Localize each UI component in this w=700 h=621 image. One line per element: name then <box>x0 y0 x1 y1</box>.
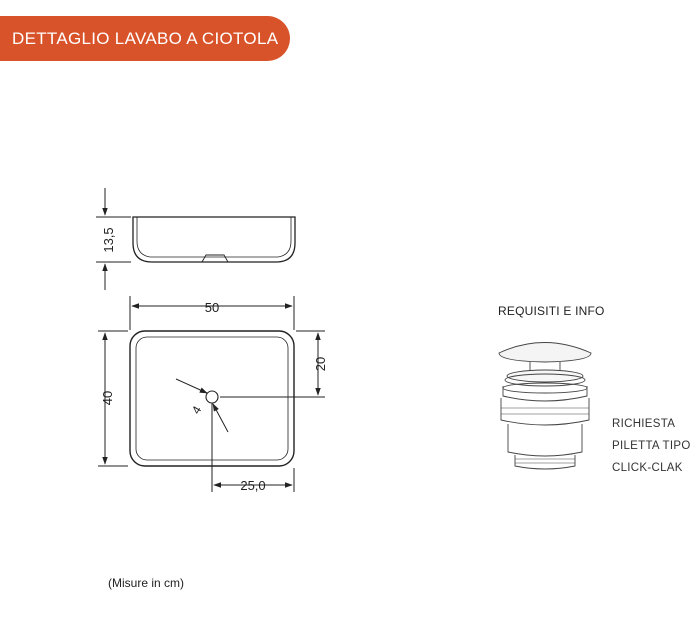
info-line: RICHIESTA <box>612 418 676 430</box>
drain-hole <box>206 391 218 403</box>
depth-label: 40 <box>100 390 115 406</box>
drain-offset-x-label: 25,0 <box>240 478 266 493</box>
click-clak-drain-icon <box>499 343 591 470</box>
drain-diameter-dimension <box>176 379 228 432</box>
units-note: (Misure in cm) <box>108 576 185 590</box>
height-label: 13,5 <box>101 227 116 253</box>
info-line: PILETTA TIPO <box>612 440 691 452</box>
width-label: 50 <box>204 300 220 315</box>
drain-offset-y-dimension <box>220 331 325 397</box>
drain-diameter-label: 4 <box>188 403 205 417</box>
side-view <box>133 217 295 262</box>
page-title: DETTAGLIO LAVABO A CIOTOLA <box>12 28 279 48</box>
info-title: REQUISITI E INFO <box>498 304 605 318</box>
drain-offset-y-label: 20 <box>313 356 328 372</box>
info-line: CLICK-CLAK <box>612 462 683 474</box>
